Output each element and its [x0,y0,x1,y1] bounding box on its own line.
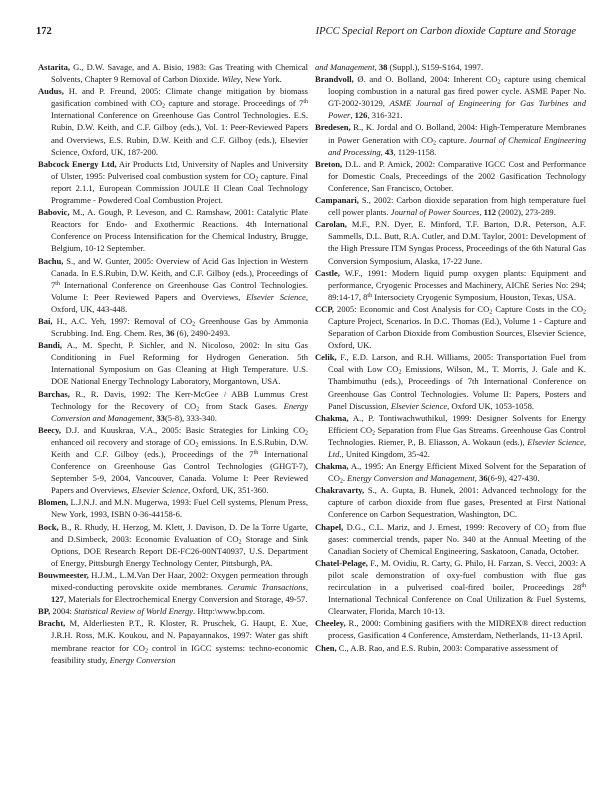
reference-author: Bandi, [38,340,62,351]
reference-text: th [581,583,586,590]
reference-author: Babovic, [38,207,70,218]
reference-text: H. and P. Freund, 2005: Climate change mitigation by biomass gasification combined with CO [51,86,308,109]
reference-text: capture. [436,134,470,145]
reference-text: , Materials for Electrochemical Energy Conversion and Storage, 49-57. [63,594,308,605]
reference-text: , [350,110,355,121]
reference-text: 2 [162,103,166,110]
reference-author: Bock, [38,521,59,532]
reference-text: 2004: [50,606,75,617]
reference-text: M., A. Gough, P. Leveson, and C. Ramshaw, 2001: Catalytic Plate Reactors for Endo- and Exothermic Reactions. 4th International Conference on Process Intensification for the Chemical Industry, Brugge, Belgium, 10-12 September. [51,207,308,254]
reference-text: 2 [433,140,437,147]
reference-entry [38,617,308,665]
reference-entry [315,617,586,641]
reference-text: Energy Conversion and Management [347,473,475,484]
reference-text: R., 2000: Combining gasifiers with the MIDREX® direct reduction process, Gasification 4 Conference, Amsterdam, Netherlands, 11-13 April. [328,618,586,641]
reference-text: 127 [51,594,64,605]
reference-author: Cheeley, [315,618,346,629]
reference-text: emissions. In E.S.Rubin, D.W. Keith and C.F. Gilboy (eds.), Proceedings of the 7 [51,436,308,459]
reference-entry [315,460,586,484]
reference-text: H.J.M., L.M.Van Der Haar, 2002: Oxygen permeation through mixed-conducting perovskite oxide membranes. [51,569,308,593]
reference-text: Storage and Sink Options, DOE Research Report DE-FC26-00NT40937, U.S. Department of Energy, Pittsburgh Energy Technology Center, Pittsburgh, PA. [51,533,308,568]
reference-author: Bredesen, [315,122,351,133]
reference-text: M, Alderliesten P.T., R. Kloster, R. Pruschek, G. Haupt, E. Xue, J.R.H. Ross, M.K. Koukou, and N. Papayannakos, 1997: Water gas shift membrane reactor for CO [51,618,308,653]
reference-text: (5-8), 333-340. [164,412,217,423]
reference-author: Bai, [38,315,53,326]
reference-text: from flue gases: commercial trends, paper No. 340 at the Annual Meeting of the Canadian Society of Chemical Engineering, Saskatoon, Canada, October. [328,521,586,556]
reference-author: Babcock Energy Ltd, [38,158,117,169]
reference-entry [38,206,308,254]
reference-text: 126 [354,110,368,121]
reference-text: 2 [196,406,200,413]
reference-author: BP, [38,606,51,617]
reference-entry [315,121,586,157]
reference-text: A., M. Specht, P. Sichler, and N. Nicoloso, 2002: In situ Gas Conditioning in Fuel Reforming for Hydrogen Generation. 5th International Symposium on Gas Cleaning at High Temperature. U.S. DOE National Energy Technology Laboratory, Morgantown, USA. [51,340,308,387]
reference-text: , New York. [240,74,282,85]
reference-text: Elsevier Science, Ltd. [328,436,586,459]
references-column-left [38,61,308,666]
reference-entry [315,484,586,520]
reference-entry [315,158,586,194]
reference-entry [38,158,308,206]
reference-text: S., 2002: Carbon dioxide separation from high temperature fuel cell power plants. [328,195,586,218]
reference-text: B., R. Rhudy, H. Herzog, M. Klett, J. Davison, D. De la Torre Ugarte, and D.Simbeck, 2003: Economic Evaluation of CO [51,521,308,544]
reference-author: Chapel, [315,521,344,532]
reference-text: 2 [192,321,196,328]
reference-text: capture and storage. Proceedings of 7 [165,98,304,109]
reference-entry [315,557,586,617]
reference-text: (2002), 273-289. [496,207,556,218]
reference-text: Greenhouse Gas by Ammonia Scrubbing. Ind. Eng. Chem. Res, [51,315,308,339]
reference-text: A., P. Tontiwachwuthikul, 1999: Designer Solvents for Energy Efficient CO [328,412,586,435]
page-number: 172 [36,26,52,37]
reference-text: International Conference on Greenhouse Gas Control Technologies (GHGT-7), September 5-9, 2004, Vancouver, Canada. Volume I: Peer Reviewed Papers and Overviews, [51,449,308,496]
reference-text: S., A. Gupta, B. Hunek, 2001: Advanced technology for the capture of carbon dioxide from flue gases, Presented at First National Conference on Carbon Sequestration, Washington, DC. [328,485,586,520]
reference-text: 2 [305,430,308,437]
reference-text: 38 [378,62,388,72]
reference-text: 43 [384,146,394,157]
reference-text: 33 [156,412,165,423]
reference-text: 2 [339,478,343,485]
reference-text: . Http:\www.bp.com. [193,606,265,617]
reference-entry [38,605,308,617]
reference-text: Wiley [221,74,241,85]
reference-text: from Stack Gases. [199,400,284,411]
reference-entry [315,267,586,303]
reference-text: Ø. and O. Bolland, 2004: Inherent CO [353,74,498,85]
reference-text: Capture Costs in the CO [492,303,583,314]
reference-text: , Oxford, UK, 443-448. [51,291,308,314]
reference-author: Chakravarty, [315,485,365,496]
reference-text: 2 [195,442,199,449]
reference-text: and Management [315,62,375,72]
reference-author: Chakma, [315,461,349,472]
reference-text: capture. Final report 2.1.1, European Commission JOULE II Clean Coal Technology Programme - Powdered Coal Combustion Project. [51,170,308,206]
reference-text: F., M. Ovidiu, R. Carty, G. Philo, H. Farzan, S. Vecci, 2003: A pilot scale demonstration of oxy-fuel combustion with flue gas recirculation in a pulverised coal-fired boiler, Proceedings 28 [328,557,586,593]
reference-author: Audus, [38,86,64,97]
reference-text: 2005: Economic and Cost Analysis for CO [333,303,490,314]
reference-entry [38,521,308,569]
reference-author: Celik, [315,352,337,363]
reference-text: , [474,473,480,484]
reference-text: H., A.C. Yeh, 1997: Removal of CO [52,315,193,326]
reference-text: enhanced oil recovery and storage of CO [51,436,196,447]
reference-entry [38,424,308,497]
reference-text: 2 [489,309,493,316]
reference-text: capture using chemical looping combustion in a natural gas fired power cycle. ASME Paper No. GT-2002-30129, [328,74,586,109]
running-title: IPCC Special Report on Carbon dioxide Capture and Storage [315,26,576,37]
reference-text: , [374,62,379,72]
reference-text: , [380,146,385,157]
reference-text: 2 [144,648,148,654]
reference-text: th [55,280,60,287]
reference-text: , [305,582,308,593]
reference-entry [315,351,586,411]
reference-entry [38,61,308,85]
reference-text: 2 [497,79,501,86]
reference-text: G., D.W. Savage, and A. Bisio, 1983: Gas Treating with Chemical Solvents, Chapter 9 Removal of Carbon Dioxide. [51,62,308,85]
reference-text: M.F., P.N. Dyer, E. Minford, T.F. Barton, D.R. Peterson, A.F. Sammells, D.L. Butt, R.A. Cutler, and D.M. Taylor, 2001: Development of the High Pressure ITM Syngas Process, Proceedings of the 6th Natural Gas Conversion Symposium, Alaska, 17-22 June. [328,219,586,266]
reference-entry [38,388,308,424]
reference-entry [315,194,586,218]
reference-author: Blomen, [38,497,69,508]
reference-text: , [152,412,157,423]
reference-entry [315,303,586,351]
reference-text: Journal of Chemical Engineering and Processing [328,134,587,157]
reference-text: 36 [165,328,175,339]
reference-text: 2 [255,176,259,183]
reference-text: , United Kingdom, 35-42. [341,449,430,459]
reference-text: International Technical Conference on Coal Utilization & Fuel Systems, Clearwater, Florida, March 10-13. [328,594,586,617]
reference-entry [38,315,308,339]
reference-text: D.J. and Kuuskraa, V.A., 2005: Basic Strategies for Linking CO [61,424,305,435]
reference-entry [38,569,308,605]
reference-text: R., K. Jordal and O. Bolland, 2004: High-Temperature Membranes in Power Generation with CO [328,122,586,145]
reference-text: th [303,99,308,106]
reference-text: Air Products Ltd, University of Naples and University of Ulster, 1995: Pulverised coal combustion system for CO [51,158,308,181]
reference-text: control in IGCC systems: techno-economic feasibility study, [51,642,308,665]
reference-text: Ceramic Transactions [227,582,306,593]
running-header [36,26,576,40]
reference-text: 2 [583,309,586,316]
reference-text: A., 1995: An Energy Efficient Mixed Solvent for the Separation of CO [328,461,586,484]
reference-text: R., R. Davis, 1992: The Kerr-McGee / ABB Lummus Crest Technology for the Recovery of CO [51,388,308,411]
reference-text: 2 [398,369,402,376]
reference-text: F., E.D. Larson, and R.H. Williams, 2005: Transportation Fuel from Coal with Low CO [328,352,586,375]
reference-text: 2 [546,527,550,534]
reference-text: D.G., C.L. Mariz, and J. Ernest, 1999: Recovery of CO [343,521,547,532]
reference-text: Journal of Power Sources, [390,207,482,218]
reference-entry [315,412,586,460]
reference-text: C., A.B. Rao, and E.S. Rubin, 2003: Comparative assessment of [336,642,558,653]
reference-text: 2 [238,539,242,546]
reference-text: , 1129-1158. [393,146,437,157]
reference-text: International Conference on Greenhouse Gas Control Technologies. Volume I: Peer Reviewed Papers and Overviews, [51,279,308,302]
reference-entry [38,255,308,315]
reference-author: Campanari, [315,195,359,206]
reference-author: Bachu, [38,255,64,266]
reference-entry [315,73,586,121]
reference-text: Energy Conversion and Management [51,400,308,423]
reference-entry [315,521,586,557]
reference-entry [315,61,586,73]
reference-text: 2 [372,430,376,437]
reference-author: Breton, [315,158,343,169]
reference-text: (6), 2490-2493. [174,328,230,339]
reference-text: Separation from Flue Gas Streams. Greenhouse Gas Control Technologies. Riemer, P., B. Eliasson, A. Wokaun (eds.), [328,424,586,447]
reference-text: Elsevier Science [131,485,188,496]
reference-text: Elsevier Science [390,400,448,411]
reference-text: Statistical Review of World Energy [74,606,194,617]
reference-text: Emissions, Wilson, M., T. Morris, J. Gale and K. Thambimuthu (eds.), Proceedings of 7th International Conference on Greenhouse Gas Control Technologies. Volume II: Papers, Posters and Panel Discussion, [328,364,586,411]
reference-text: th [253,450,259,456]
reference-text: D.L. and P. Amick, 2002: Comparative IGCC Cost and Performance for Domestic Coals, Preceedings of the 2002 Gasification Technology Conference, San Francisco, October. [328,158,586,193]
reference-text: , Oxford UK, 1053-1058. [447,400,535,411]
reference-text: Capture Project, Scenarios. In D.C. Thomas (Ed.), Volume 1 - Capture and Separation of Carbon Dioxide from Combustion Sources, Elsevier Science, Oxford, UK. [328,315,586,351]
reference-author: Chatel-Pelage, [315,557,368,568]
reference-text: (Suppl.), S159-S164, 1997. [387,62,484,72]
reference-author: Beecy, [38,424,62,435]
reference-text: L.J.N.J. and M.N. Mugerwa, 1993: Fuel Cell systems, Plenum Press, New York, 1993, ISBN 0-36-44158-6. [51,497,308,520]
reference-author: Astarita, [38,62,71,72]
reference-text: . [342,473,348,484]
reference-entry [38,339,308,387]
reference-entry [38,85,308,158]
reference-entry [315,642,586,654]
reference-text: Intersociety Cryogenic Symposium, Houston, Texas, USA. [372,291,576,302]
reference-author: Bracht, [38,618,66,629]
reference-text: (6-9), 427-430. [487,473,540,484]
reference-author: Chakma, [315,412,349,423]
reference-text: W.F., 1991: Modern liquid pump oxygen plants: Equipment and performance, Cryogenic Processes and Machinery, AIChE Series No: 294; 89:14-17, 8 [328,267,586,302]
reference-entry [315,218,586,266]
reference-text: , Oxford, UK, 351-360. [187,485,269,496]
reference-author: Barchas, [38,388,70,399]
reference-text: 112 [483,207,497,218]
reference-text: ASME Journal of Engineering for Gas Turbines and Power [328,98,586,121]
reference-text: Elsevier Science [246,291,306,302]
reference-author: Carolan, [315,219,347,230]
reference-author: Chen, [315,642,337,653]
reference-text: th [367,292,373,299]
reference-author: CCP, [315,303,334,314]
reference-text: , 316-321. [367,110,403,121]
reference-entry [38,496,308,520]
reference-author: Castle, [315,267,340,278]
reference-author: Brandvoll, [315,74,354,85]
reference-text: 36 [479,473,488,484]
references-column-right [315,61,586,654]
reference-text: S., and W. Gunter, 2005: Overview of Acid Gas Injection in Western Canada. In E.S.Rubin, D.W. Keith, and C.F. Gilboy (eds.), Proceedings of 7 [51,255,308,290]
reference-text: International Conference on Greenhouse Gas Control Technologies. E.S. Rubin, D.W. Keith, and C.F. Gilboy (eds.), Vol. 1: Peer-Reviewed Papers and Overviews, E.S. Rubin, D.W. Keith and C.F. Gilboy (eds.), Elsevier Science, Oxford, UK, 187-200. [51,110,308,157]
reference-author: Bouwmeester, [38,569,89,580]
reference-text: Energy Conversion [109,654,176,665]
